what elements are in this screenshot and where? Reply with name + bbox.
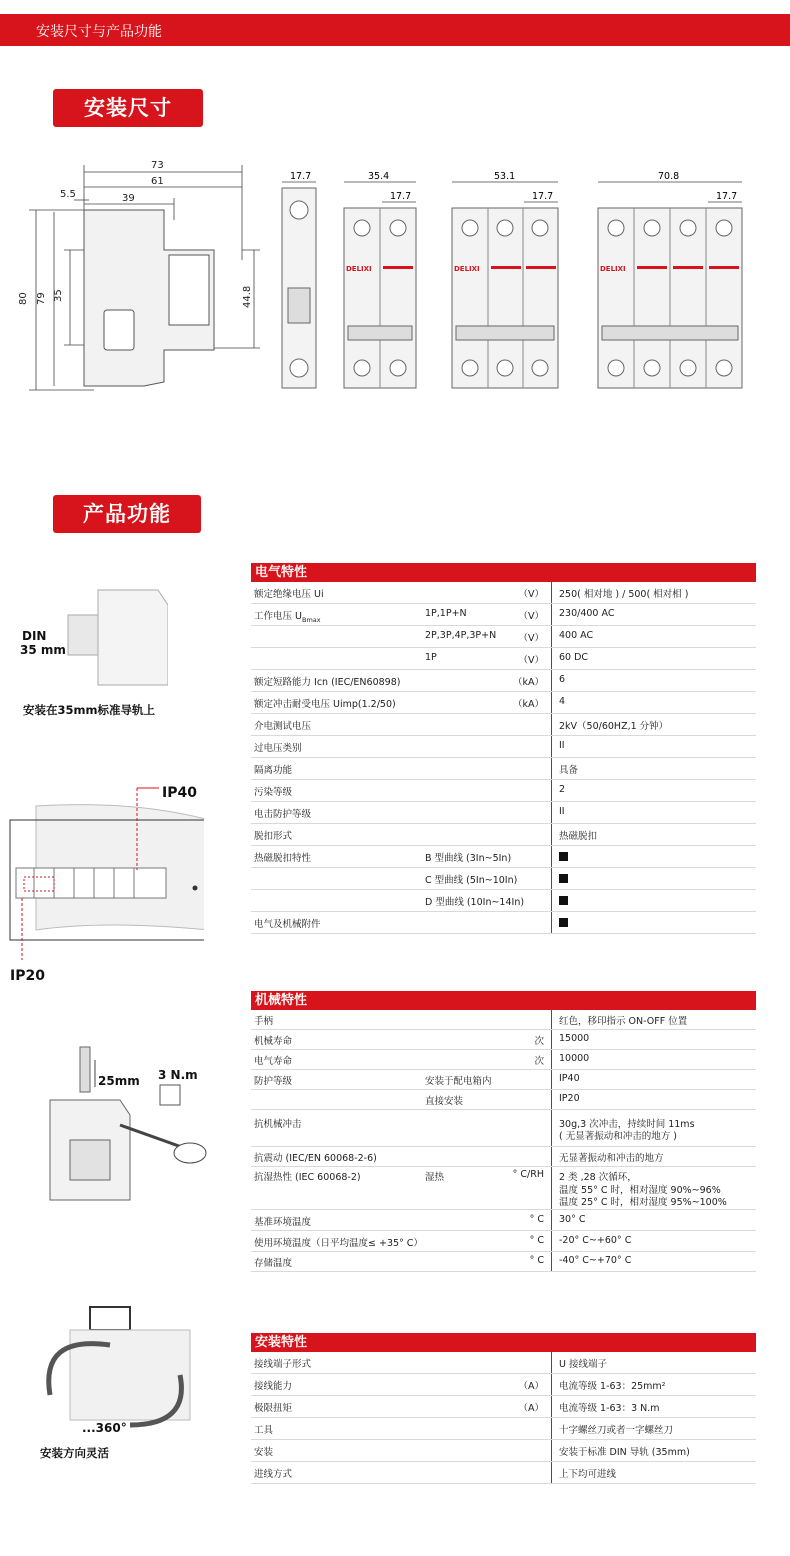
din-mm-label: 35 mm [20, 643, 66, 657]
cell-parameter: 过电压类别 [254, 743, 302, 755]
mechanical-characteristics-table [251, 991, 756, 1272]
table-row [251, 846, 756, 868]
cell-value: 上下均可进线 [559, 1469, 617, 1481]
svg-text:17.7: 17.7 [532, 191, 554, 202]
cell-value: 4 [559, 696, 566, 708]
cell-parameter: 额定短路能力 Icn (IEC/EN60898) [254, 677, 401, 689]
cell-parameter: 工作电压 U [254, 611, 302, 623]
cell-value: 2 [559, 784, 566, 796]
installation-table-title: 安装特性 [251, 1333, 756, 1352]
cell-parameter: 使用环境温度（日平均温度≤ +35° C） [254, 1237, 423, 1249]
table-row [251, 1167, 756, 1210]
torque-value: 3 N.m [158, 1068, 198, 1082]
table-row [251, 648, 756, 670]
cell-condition: 1P [425, 652, 437, 664]
cell-value: 6 [559, 674, 566, 686]
cell-parameter: 电气及机械附件 [254, 919, 321, 931]
cell-value: II [559, 740, 565, 752]
cell-parameter: 接线能力 [254, 1381, 293, 1393]
table-row [251, 1030, 756, 1050]
table-row [251, 1418, 756, 1440]
svg-text:17.7: 17.7 [716, 191, 738, 202]
table-row [251, 1010, 756, 1030]
table-row [251, 626, 756, 648]
cell-parameter: 热磁脱扣特性 [254, 853, 312, 865]
cell-parameter: 进线方式 [254, 1469, 293, 1481]
cell-parameter: 接线端子形式 [254, 1359, 312, 1371]
svg-text:DELIXI: DELIXI [346, 265, 372, 273]
cell-value: 15000 [559, 1033, 590, 1045]
table-row [251, 1147, 756, 1167]
cell-parameter: 污染等级 [254, 787, 293, 799]
cell-parameter: 极限扭矩 [254, 1403, 293, 1415]
svg-text:17.7: 17.7 [290, 171, 312, 182]
cell-condition: B 型曲线 (3In~5In) [425, 853, 512, 865]
din-caption: 安装在35mm标准导轨上 [23, 703, 155, 717]
cell-value: 230/400 AC [559, 608, 615, 620]
table-row [251, 758, 756, 780]
cell-parameter: 工具 [254, 1425, 274, 1437]
cell-parameter: 脱扣形式 [254, 831, 293, 843]
table-row [251, 1210, 756, 1231]
table-row [251, 1396, 756, 1418]
cell-condition: 湿热 [425, 1172, 445, 1184]
ip-rating-illustration [4, 780, 204, 985]
cell-condition: D 型曲线 (10In~14In) [425, 897, 525, 909]
table-row [251, 912, 756, 934]
header-bar [0, 14, 790, 46]
table-row [251, 1050, 756, 1070]
cell-parameter: 抗机械冲击 [254, 1118, 302, 1130]
filled-square-icon [559, 852, 568, 861]
cell-value: 400 AC [559, 630, 594, 642]
cell-unit: ° C/RH [512, 1169, 544, 1181]
cell-parameter: 额定冲击耐受电压 Uimp(1.2/50) [254, 699, 396, 711]
rotation-angle: ...360° [82, 1421, 127, 1435]
din-rail-illustration [18, 580, 168, 695]
dim-35: 35 [53, 289, 64, 302]
svg-text:35.4: 35.4 [368, 171, 390, 182]
cell-condition: 2P,3P,4P,3P+N [425, 630, 497, 642]
table-row [251, 868, 756, 890]
table-row [251, 802, 756, 824]
table-row [251, 1090, 756, 1110]
dim-79: 79 [36, 292, 47, 305]
table-row [251, 582, 756, 604]
cell-value: 2kV（50/60HZ,1 分钟） [559, 721, 669, 733]
cell-unit: ° C [529, 1255, 544, 1267]
cell-parameter: 手柄 [254, 1016, 274, 1028]
table-row [251, 714, 756, 736]
cell-value: 温度 55° C 时，相对湿度 90%~96% [559, 1184, 721, 1196]
cell-condition: 1P,1P+N [425, 608, 467, 620]
table-row [251, 1462, 756, 1484]
cell-parameter: 防护等级 [254, 1076, 293, 1088]
ip20-label: IP20 [10, 968, 45, 984]
side-view-drawing [14, 150, 264, 400]
cell-value: 十字螺丝刀或者一字螺丝刀 [559, 1425, 674, 1437]
filled-square-icon [559, 918, 568, 927]
cell-unit: （A） [518, 1381, 544, 1393]
table-row [251, 736, 756, 758]
cell-parameter: 额定绝缘电压 Ui [254, 589, 324, 601]
installation-characteristics-table [251, 1333, 756, 1484]
cell-unit: （kA） [512, 699, 544, 711]
cell-parameter: 电击防护等级 [254, 809, 312, 821]
cell-value: 红色，移印指示 ON-OFF 位置 [559, 1016, 688, 1028]
table-row [251, 1252, 756, 1272]
cell-parameter: 介电测试电压 [254, 721, 312, 733]
svg-text:17.7: 17.7 [390, 191, 412, 202]
front-view-2p [342, 168, 422, 393]
cell-value: 无显著振动和冲击的地方 [559, 1153, 664, 1165]
cell-value: 电流等级 1-63：3 N.m [559, 1403, 660, 1415]
cell-parameter: 隔离功能 [254, 765, 293, 777]
cell-parameter: 存储温度 [254, 1258, 293, 1270]
svg-text:70.8: 70.8 [658, 171, 680, 182]
cell-value: 具备 [559, 765, 579, 777]
ip40-label: IP40 [162, 785, 197, 801]
table-row [251, 890, 756, 912]
dim-44-8: 44.8 [242, 285, 253, 308]
dim-61: 61 [151, 176, 164, 187]
cell-unit: ° C [529, 1213, 544, 1225]
front-view-4p [596, 168, 746, 393]
cell-value: IP20 [559, 1093, 580, 1105]
section-tag-product-function: 产品功能 [53, 495, 201, 533]
torque-length: 25mm [98, 1074, 140, 1088]
table-row [251, 1440, 756, 1462]
cell-parameter: 基准环境温度 [254, 1216, 312, 1228]
electrical-table-title: 电气特性 [251, 563, 756, 582]
svg-text:53.1: 53.1 [494, 171, 516, 182]
cell-value: -20° C~+60° C [559, 1234, 632, 1246]
cell-unit: 次 [534, 1056, 544, 1068]
cell-value: 2 类 ,28 次循环， [559, 1172, 637, 1184]
cell-parameter: 机械寿命 [254, 1036, 293, 1048]
dim-80: 80 [18, 292, 29, 305]
cell-value: 热磁脱扣 [559, 831, 598, 843]
table-row [251, 604, 756, 626]
cell-value: U 接线端子 [559, 1359, 607, 1371]
table-row [251, 1374, 756, 1396]
filled-square-icon [559, 874, 568, 883]
cell-condition: 直接安装 [425, 1096, 464, 1108]
cell-unit: （V） [518, 633, 544, 645]
svg-text:DELIXI: DELIXI [454, 265, 480, 273]
cell-value: 60 DC [559, 652, 589, 664]
cell-value: 安装于标准 DIN 导轨 (35mm) [559, 1447, 690, 1459]
dim-39: 39 [122, 193, 135, 204]
cell-unit: （V） [518, 611, 544, 623]
section-tag-install-size: 安装尺寸 [53, 89, 203, 127]
electrical-characteristics-table [251, 563, 756, 934]
cell-value: 温度 25° C 时，相对湿度 95%~100% [559, 1197, 727, 1209]
cell-value: 电流等级 1-63：25mm² [559, 1381, 666, 1393]
cell-condition: 安装于配电箱内 [425, 1076, 492, 1088]
table-row [251, 670, 756, 692]
cell-value: -40° C~+70° C [559, 1255, 632, 1267]
cell-parameter: 电气寿命 [254, 1056, 293, 1068]
mechanical-table-title: 机械特性 [251, 991, 756, 1010]
cell-condition: C 型曲线 (5In~10In) [425, 875, 518, 887]
cell-unit: （A） [518, 1403, 544, 1415]
front-views [272, 168, 762, 400]
cell-unit: ° C [529, 1234, 544, 1246]
torque-illustration [40, 1045, 230, 1205]
front-view-1p [280, 168, 320, 393]
table-row [251, 780, 756, 802]
cell-parameter: 抗震动 (IEC/EN 60068-2-6) [254, 1153, 377, 1165]
cell-parameter: 抗湿热性 (IEC 60068-2) [254, 1172, 361, 1184]
din-label: DIN [22, 629, 47, 643]
cell-value: ( 无显著振动和冲击的地方 ) [559, 1131, 677, 1142]
filled-square-icon [559, 896, 568, 905]
front-view-3p [450, 168, 562, 393]
dim-5-5: 5.5 [60, 189, 76, 200]
cell-parameter-subscript: Bmax [301, 616, 321, 625]
cell-value: 10000 [559, 1053, 590, 1065]
cell-unit: （kA） [512, 677, 544, 689]
header-title: 安装尺寸与产品功能 [36, 24, 162, 40]
table-row [251, 692, 756, 714]
svg-text:DELIXI: DELIXI [600, 265, 626, 273]
cell-unit: （V） [518, 589, 544, 601]
cell-value: 30g,3 次冲击，持续时间 11ms [559, 1118, 695, 1130]
cell-value: IP40 [559, 1073, 580, 1085]
cell-unit: （V） [518, 655, 544, 667]
cell-unit: 次 [534, 1036, 544, 1048]
dim-73: 73 [151, 160, 164, 171]
rotation-caption: 安装方向灵活 [40, 1446, 109, 1460]
cell-parameter: 安装 [254, 1447, 274, 1459]
table-row [251, 1231, 756, 1252]
table-row [251, 1110, 756, 1147]
cell-value: II [559, 806, 565, 818]
cell-value: 250( 相对地 ) / 500( 相对相 ) [559, 589, 689, 601]
rotation-illustration [30, 1305, 200, 1440]
table-row [251, 1352, 756, 1374]
cell-value: 30° C [559, 1213, 586, 1225]
table-row [251, 1070, 756, 1090]
table-row [251, 824, 756, 846]
